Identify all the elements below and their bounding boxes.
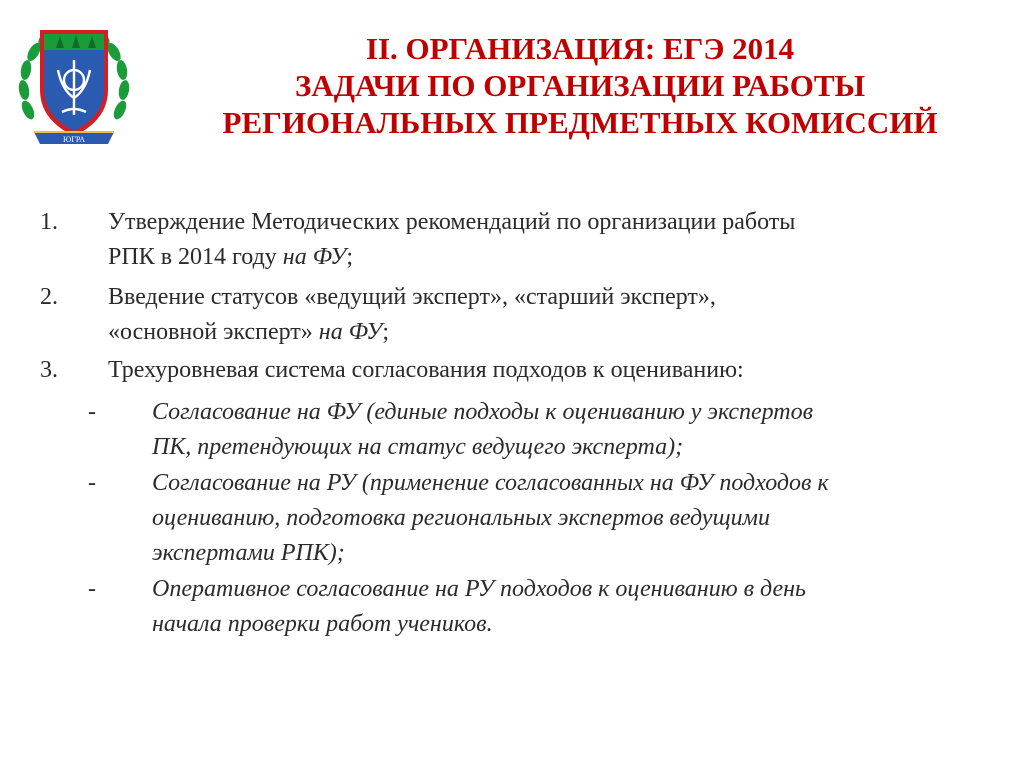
- item-text: [108, 353, 988, 388]
- sub-item-text-line: ПК, претендующих на статус ведущего эксперта);: [152, 434, 684, 460]
- dash-marker: -: [88, 576, 96, 602]
- item-text-main: «основной эксперт»: [108, 319, 319, 345]
- item-text: [108, 205, 988, 275]
- coat-of-arms-emblem: [18, 20, 130, 150]
- item-text-line: Утверждение Методических рекомендаций по организации работы: [108, 209, 796, 235]
- item-number: 1.: [40, 209, 58, 235]
- slide-title: [150, 30, 1010, 141]
- item-text-line: Трехуровневая система согласования подходов к оцениванию:: [108, 357, 744, 383]
- sub-item-text-line: Оперативное согласование на РУ подходов к оцениванию в день: [152, 576, 806, 602]
- item-text: [108, 280, 988, 350]
- dash-marker: -: [88, 470, 96, 496]
- item-text-tail: ;: [346, 244, 353, 270]
- dash-marker: -: [88, 399, 96, 425]
- item-text-line: [108, 240, 988, 275]
- title-line-2: ЗАДАЧИ ПО ОРГАНИЗАЦИИ РАБОТЫ: [294, 68, 866, 103]
- item-number: 3.: [40, 357, 58, 383]
- emblem-ribbon-text: ЮГРА: [62, 135, 86, 144]
- sub-item-text: [152, 395, 982, 465]
- item-text-line: Введение статусов «ведущий эксперт», «старший эксперт»,: [108, 284, 716, 310]
- sub-item-text: [152, 572, 982, 642]
- item-text-emphasis: на ФУ: [318, 319, 383, 345]
- sub-item-text-line: начала проверки работ учеников.: [152, 611, 493, 637]
- item-text-line: [108, 315, 988, 350]
- coat-of-arms-icon: [18, 20, 130, 150]
- sub-item-text-line: оцениванию, подготовка региональных экспертов ведущими: [152, 505, 770, 531]
- title-line-3: РЕГИОНАЛЬНЫХ ПРЕДМЕТНЫХ КОМИССИЙ: [222, 105, 938, 140]
- item-number: 2.: [40, 284, 58, 310]
- sub-item-text-line: Согласование на РУ (применение согласованных на ФУ подходов к: [152, 470, 829, 496]
- item-text-tail: ;: [382, 319, 389, 345]
- sub-item-text-line: Согласование на ФУ (единые подходы к оцениванию у экспертов: [152, 399, 814, 425]
- sub-item-text: [152, 466, 982, 571]
- title-line-1: II. ОРГАНИЗАЦИЯ: ЕГЭ 2014: [365, 31, 795, 66]
- item-text-main: РПК в 2014 году: [108, 244, 283, 270]
- sub-item-text-line: экспертами РПК);: [152, 540, 345, 566]
- item-text-emphasis: на ФУ: [282, 244, 347, 270]
